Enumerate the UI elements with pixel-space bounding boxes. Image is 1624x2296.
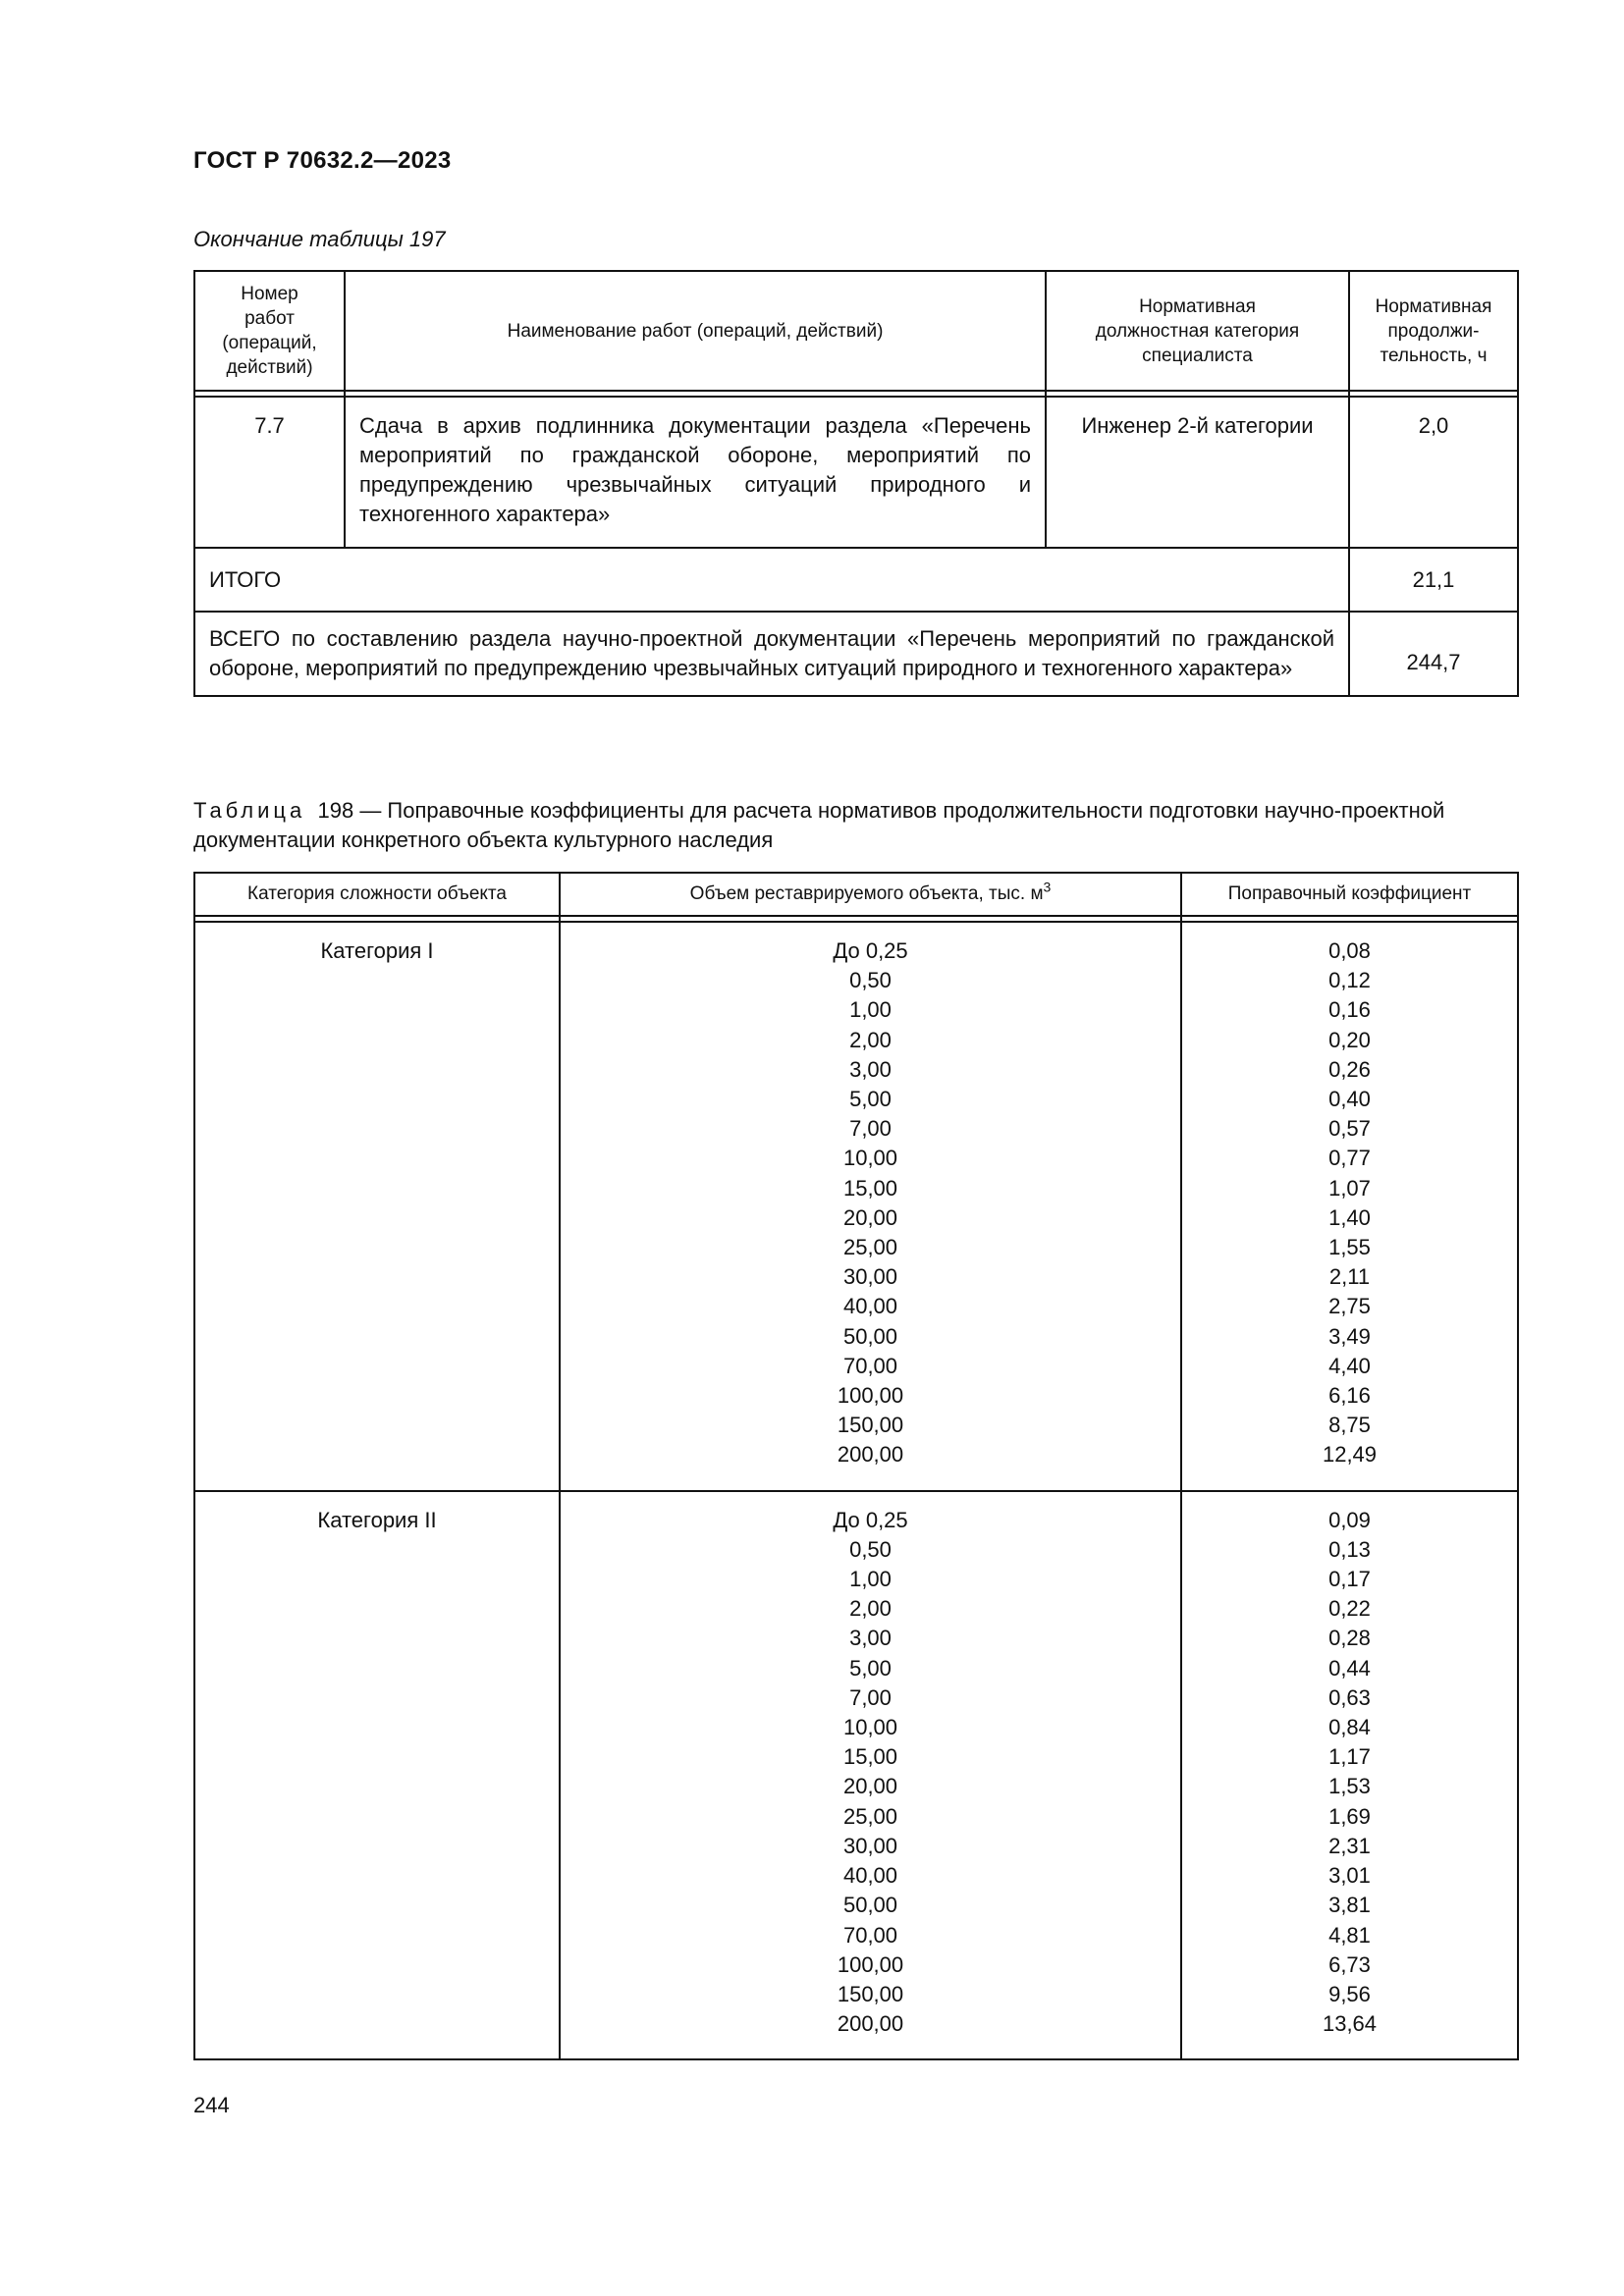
vsego-label: ВСЕГО по составлению раздела научно-проектной документации «Перечень мероприятий по гражданской обороне, мероприятий по предупреждению чрезвычайных ситуаций природного и техногенного характера» bbox=[194, 612, 1349, 696]
coefficient-value: 4,40 bbox=[1328, 1353, 1371, 1378]
volume-value: 3,00 bbox=[849, 1056, 892, 1082]
volume-value: 0,50 bbox=[849, 968, 892, 993]
table-row bbox=[194, 397, 1518, 548]
volume-value: 0,50 bbox=[849, 1536, 892, 1562]
volume-value: 100,00 bbox=[837, 1951, 904, 1977]
column-header-category: Категория сложности объекта bbox=[194, 873, 560, 916]
coefficient-value: 1,17 bbox=[1328, 1744, 1371, 1770]
coefficient-value: 0,28 bbox=[1328, 1626, 1371, 1651]
coefficient-value: 0,26 bbox=[1328, 1056, 1371, 1082]
volume-value: 40,00 bbox=[842, 1863, 898, 1889]
volume-value: 3,00 bbox=[849, 1626, 892, 1651]
volume-value: 10,00 bbox=[842, 1715, 898, 1740]
coefficient-value: 1,07 bbox=[1328, 1175, 1371, 1201]
row-duration: 2,0 bbox=[1349, 397, 1518, 548]
coefficient-value: 1,69 bbox=[1328, 1803, 1371, 1829]
coefficient-value: 8,75 bbox=[1328, 1413, 1371, 1438]
volume-value: 15,00 bbox=[842, 1175, 898, 1201]
table-198-caption-text: 198 — Поправочные коэффициенты для расчета нормативов продолжительности подготовки научно-проектной документации конкретного объекта культурного наследия bbox=[193, 798, 1445, 852]
volume-value: 5,00 bbox=[849, 1087, 892, 1112]
coefficient-value: 1,40 bbox=[1328, 1204, 1371, 1230]
row-specialist-category: Инженер 2-й категории bbox=[1046, 397, 1349, 548]
volume-cell bbox=[560, 1491, 1181, 2060]
category-cell: Категория I bbox=[194, 922, 560, 1491]
column-header-volume: Объем реставрируемого объекта, тыс. $м^3$ bbox=[560, 873, 1181, 916]
volume-value: 25,00 bbox=[842, 1235, 898, 1260]
table-197 bbox=[193, 270, 1519, 697]
table-198 bbox=[193, 872, 1519, 2060]
volume-value: 2,00 bbox=[849, 1027, 892, 1052]
volume-value: 200,00 bbox=[837, 2011, 904, 2037]
coefficient-value: 3,49 bbox=[1328, 1323, 1371, 1349]
volume-value: 7,00 bbox=[849, 1684, 892, 1710]
coefficient-cell bbox=[1181, 1491, 1518, 2060]
page-number: 244 bbox=[193, 2093, 230, 2117]
volume-value: 150,00 bbox=[837, 1981, 904, 2006]
coefficient-value: 9,56 bbox=[1328, 1981, 1371, 2006]
volume-value: 50,00 bbox=[842, 1323, 898, 1349]
coefficient-value: 0,09 bbox=[1328, 1507, 1371, 1532]
coefficient-value: 0,16 bbox=[1328, 997, 1371, 1023]
category-cell: Категория II bbox=[194, 1491, 560, 2060]
coefficient-value: 6,73 bbox=[1328, 1951, 1371, 1977]
coefficient-value: 0,12 bbox=[1328, 968, 1371, 993]
volume-value: 5,00 bbox=[849, 1655, 892, 1681]
coefficient-value: 0,40 bbox=[1328, 1087, 1371, 1112]
coefficient-value: 12,49 bbox=[1322, 1442, 1378, 1468]
volume-value: 100,00 bbox=[837, 1383, 904, 1409]
coefficient-value: 0,20 bbox=[1328, 1027, 1371, 1052]
coefficient-cell bbox=[1181, 922, 1518, 1491]
vsego-row bbox=[194, 612, 1518, 696]
table-197-continuation-caption: Окончание таблицы 197 bbox=[193, 227, 446, 251]
volume-value: До 0,25 bbox=[833, 1507, 908, 1532]
volume-value: До 0,25 bbox=[833, 938, 908, 963]
volume-value: 70,00 bbox=[842, 1922, 898, 1948]
table-header-row bbox=[194, 873, 1518, 916]
coefficient-value: 6,16 bbox=[1328, 1383, 1371, 1409]
coefficient-value: 0,57 bbox=[1328, 1116, 1371, 1142]
volume-value: 150,00 bbox=[837, 1413, 904, 1438]
volume-value: 7,00 bbox=[849, 1116, 892, 1142]
coefficient-value: 0,17 bbox=[1328, 1567, 1371, 1592]
coefficient-value: 0,84 bbox=[1328, 1715, 1371, 1740]
itogo-label: ИТОГО bbox=[194, 548, 1349, 612]
volume-value: 15,00 bbox=[842, 1744, 898, 1770]
coefficient-value: 4,81 bbox=[1328, 1922, 1371, 1948]
volume-value: 30,00 bbox=[842, 1833, 898, 1858]
coefficient-value: 2,31 bbox=[1328, 1833, 1371, 1858]
coefficient-value: 2,11 bbox=[1328, 1264, 1371, 1290]
row-number: 7.7 bbox=[194, 397, 345, 548]
volume-value: 40,00 bbox=[842, 1294, 898, 1319]
coefficient-value: 3,81 bbox=[1328, 1893, 1371, 1918]
volume-value: 30,00 bbox=[842, 1264, 898, 1290]
column-header-duration: Нормативная продолжи- тельность, ч bbox=[1349, 271, 1518, 391]
coefficient-value: 0,22 bbox=[1328, 1596, 1371, 1622]
document-header: ГОСТ Р 70632.2—2023 bbox=[193, 147, 452, 174]
volume-value: 50,00 bbox=[842, 1893, 898, 1918]
table-198-caption-prefix: Таблица bbox=[193, 798, 306, 823]
coefficient-value: 1,53 bbox=[1328, 1774, 1371, 1799]
volume-cell bbox=[560, 922, 1181, 1491]
table-header-row bbox=[194, 271, 1518, 391]
column-header-number: Номер работ (операций, действий) bbox=[194, 271, 345, 391]
row-work-name: Сдача в архив подлинника документации раздела «Перечень мероприятий по гражданской обороне, мероприятий по предупреждению чрезвычайных ситуаций природного и техногенного характера» bbox=[345, 397, 1046, 548]
volume-value: 25,00 bbox=[842, 1803, 898, 1829]
vsego-value: 244,7 bbox=[1349, 612, 1518, 696]
coefficient-value: 0,13 bbox=[1328, 1536, 1371, 1562]
column-header-name: Наименование работ (операций, действий) bbox=[345, 271, 1046, 391]
table-198-caption bbox=[193, 796, 1517, 855]
volume-value: 200,00 bbox=[837, 1442, 904, 1468]
coefficient-value: 0,77 bbox=[1328, 1146, 1371, 1171]
coefficient-value: 13,64 bbox=[1322, 2011, 1378, 2037]
coefficient-value: 0,63 bbox=[1328, 1684, 1371, 1710]
coefficient-value: 0,08 bbox=[1328, 938, 1371, 963]
table-row bbox=[194, 922, 1518, 1491]
itogo-value: 21,1 bbox=[1349, 548, 1518, 612]
volume-value: 70,00 bbox=[842, 1353, 898, 1378]
coefficient-value: 3,01 bbox=[1328, 1863, 1371, 1889]
volume-value: 20,00 bbox=[842, 1204, 898, 1230]
volume-value: 1,00 bbox=[849, 997, 892, 1023]
coefficient-value: 0,44 bbox=[1328, 1655, 1371, 1681]
volume-value: 2,00 bbox=[849, 1596, 892, 1622]
coefficient-value: 1,55 bbox=[1328, 1235, 1371, 1260]
table-row bbox=[194, 1491, 1518, 2060]
volume-value: 10,00 bbox=[842, 1146, 898, 1171]
volume-value: 20,00 bbox=[842, 1774, 898, 1799]
itogo-row bbox=[194, 548, 1518, 612]
coefficient-value: 2,75 bbox=[1328, 1294, 1371, 1319]
column-header-category: Нормативная должностная категория специалиста bbox=[1046, 271, 1349, 391]
column-header-coefficient: Поправочный коэффициент bbox=[1181, 873, 1518, 916]
volume-value: 1,00 bbox=[849, 1567, 892, 1592]
